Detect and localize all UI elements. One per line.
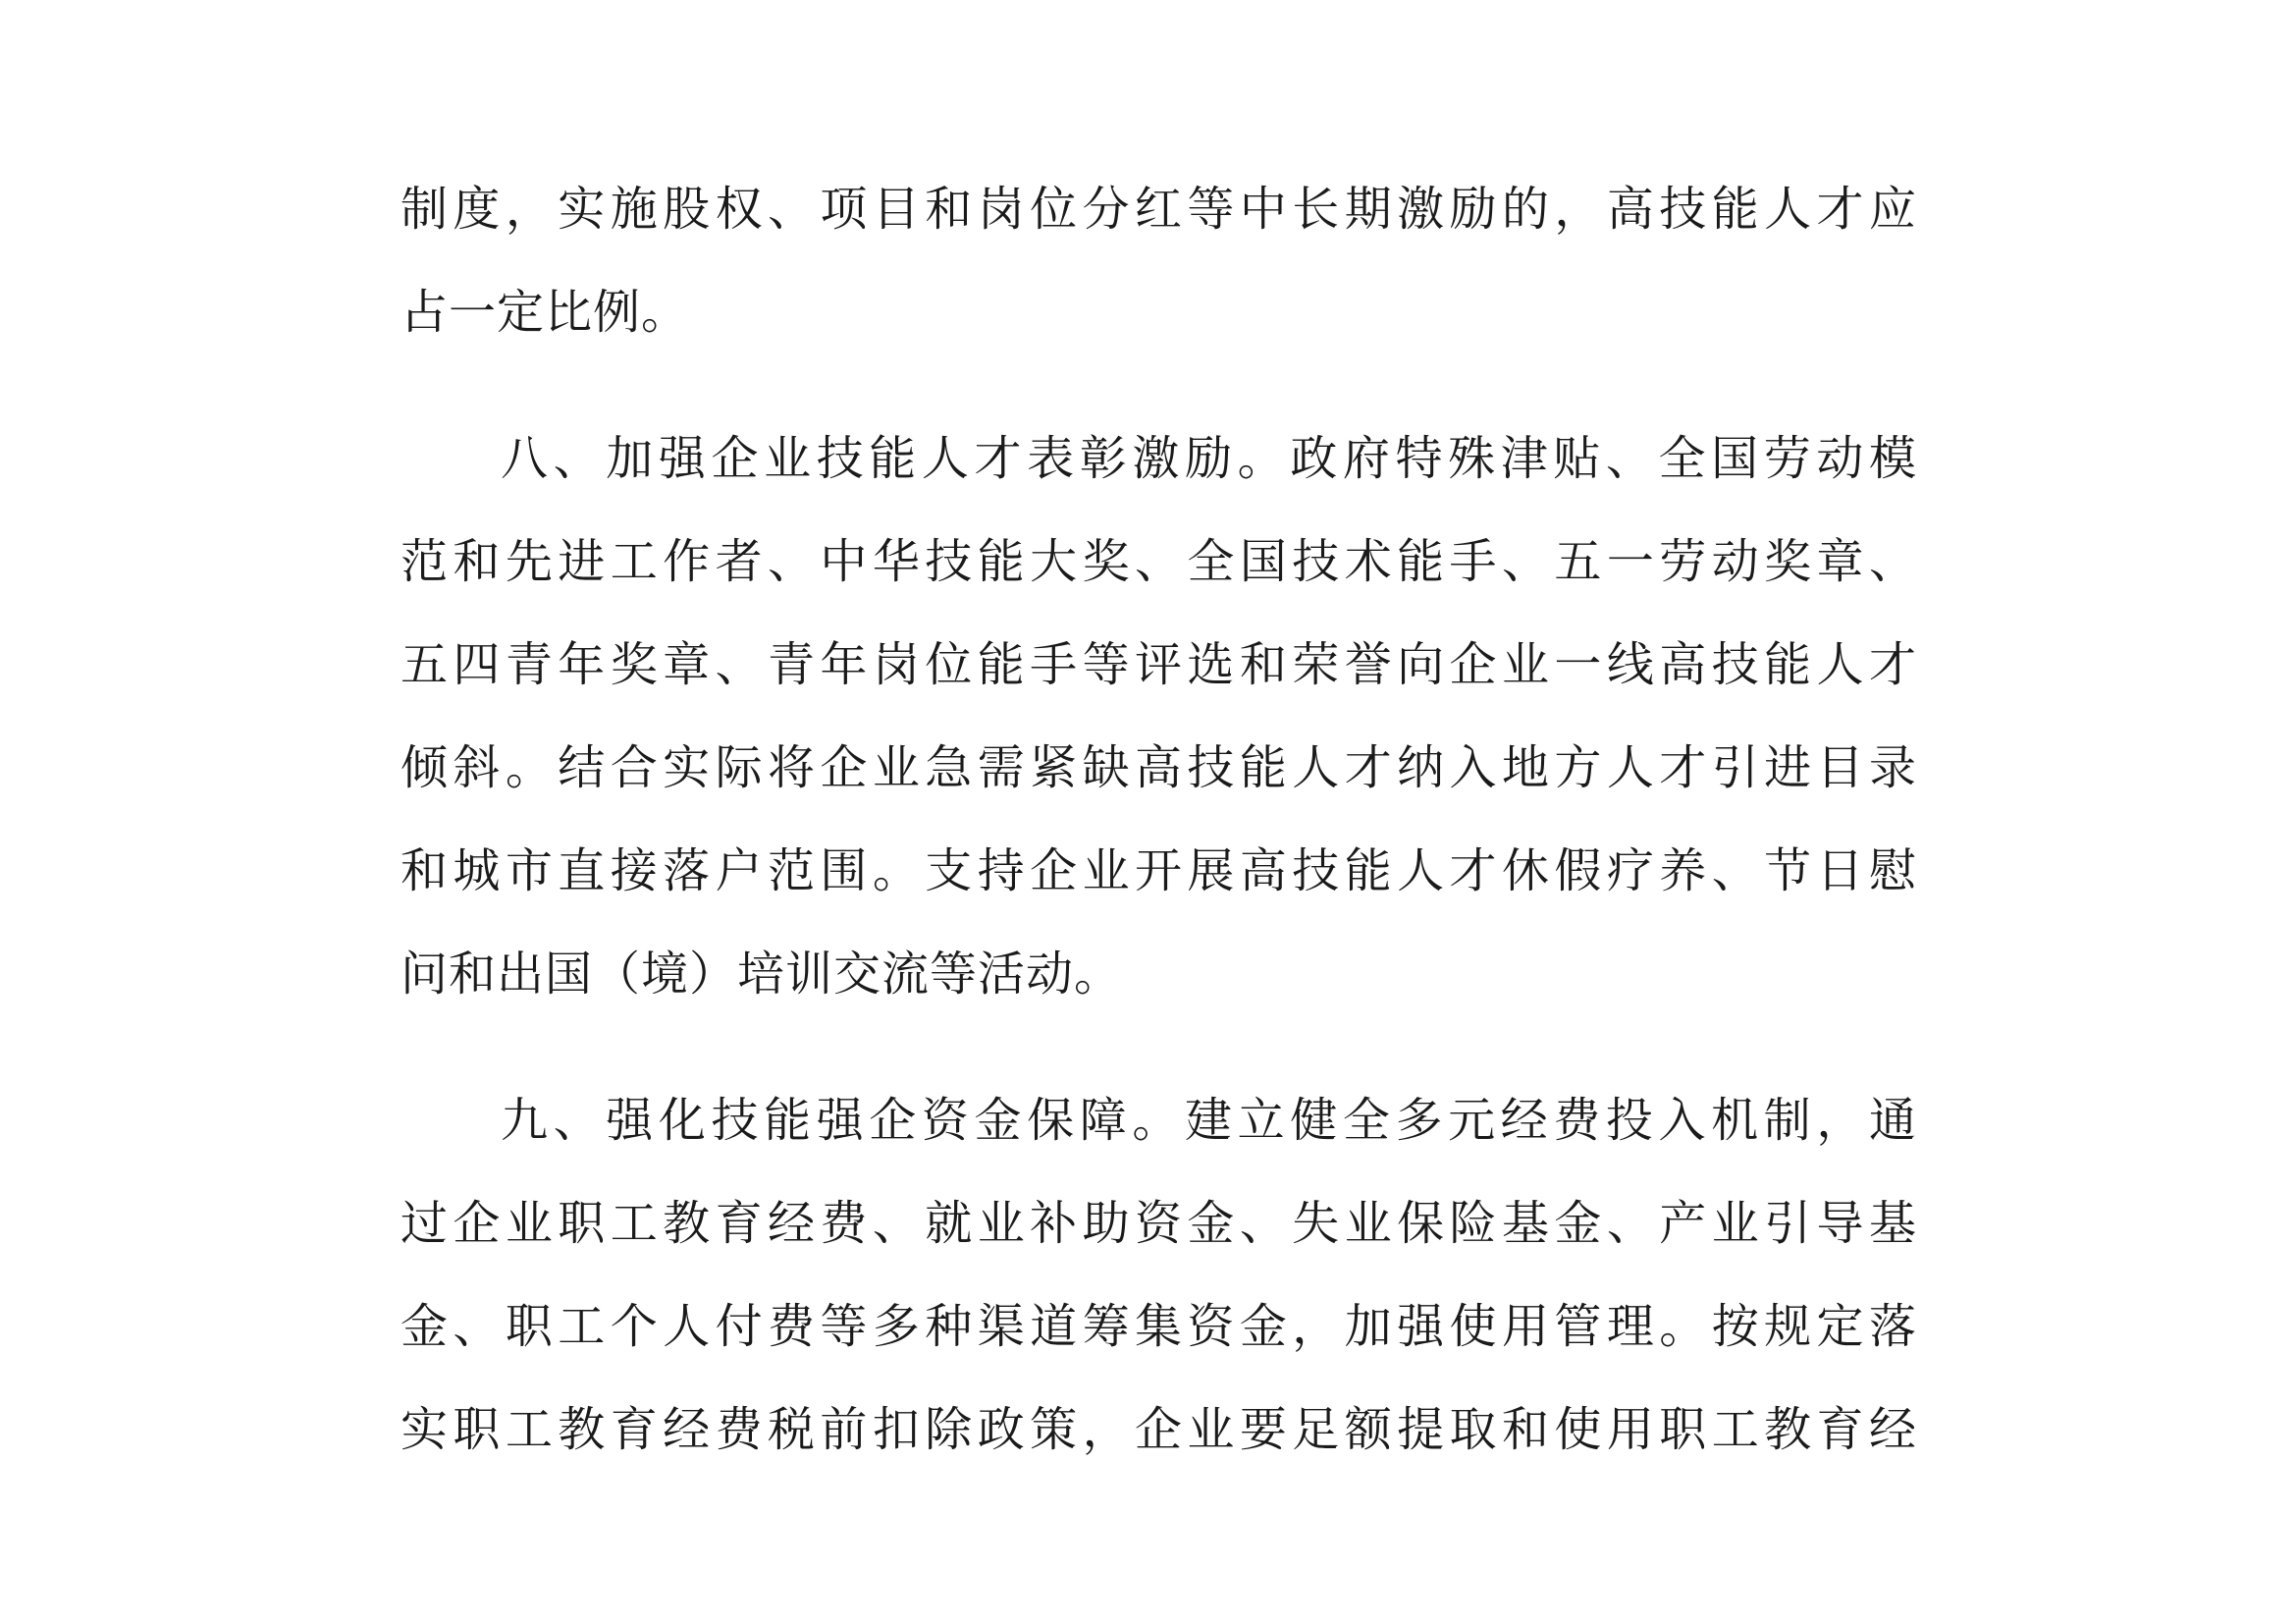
paragraph-line: 八、加强企业技能人才表彰激励。政府特殊津贴、全国劳动模 xyxy=(501,431,1917,486)
paragraph-line: 过企业职工教育经费、就业补助资金、失业保险基金、产业引导基 xyxy=(400,1196,1917,1251)
paragraph-line: 五四青年奖章、青年岗位能手等评选和荣誉向企业一线高技能人才 xyxy=(400,637,1917,692)
paragraph-line: 和城市直接落户范围。支持企业开展高技能人才休假疗养、节日慰 xyxy=(400,843,1917,898)
paragraph-line: 实职工教育经费税前扣除政策，企业要足额提取和使用职工教育经 xyxy=(400,1402,1917,1457)
paragraph-line: 占一定比例。 xyxy=(400,285,690,340)
paragraph-line: 制度，实施股权、项目和岗位分红等中长期激励的，高技能人才应 xyxy=(400,182,1917,237)
paragraph-line: 范和先进工作者、中华技能大奖、全国技术能手、五一劳动奖章、 xyxy=(400,534,1917,589)
paragraph-line: 金、职工个人付费等多种渠道筹集资金，加强使用管理。按规定落 xyxy=(400,1299,1917,1354)
paragraph-line: 倾斜。结合实际将企业急需紧缺高技能人才纳入地方人才引进目录 xyxy=(400,740,1917,795)
paragraph-line: 九、强化技能强企资金保障。建立健全多元经费投入机制，通 xyxy=(501,1093,1917,1148)
paragraph-line: 问和出国（境）培训交流等活动。 xyxy=(400,947,1123,1001)
